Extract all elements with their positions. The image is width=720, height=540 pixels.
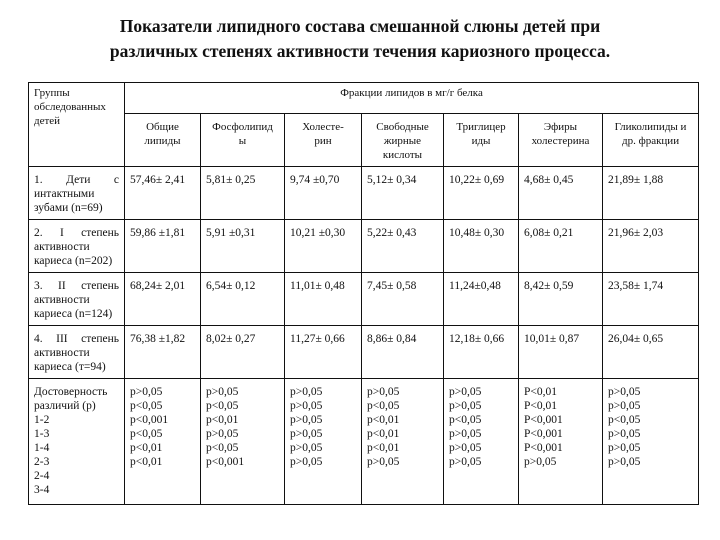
value-cell: 8,42± 0,59 (519, 273, 603, 326)
slide-title (0, 14, 720, 64)
table-row (29, 167, 699, 220)
column-header: Триглицер иды (444, 114, 519, 167)
value-cell: 5,22± 0,43 (362, 220, 444, 273)
group-cell: 1. Дети с интактными зубами (n=69) (29, 167, 125, 220)
column-header: Холесте- рин (285, 114, 362, 167)
table-row (29, 273, 699, 326)
value-cell: 12,18± 0,66 (444, 326, 519, 379)
title-line-1: Показатели липидного состава смешанной слюны детей при (119, 16, 601, 36)
value-cell: 59,86 ±1,81 (125, 220, 201, 273)
column-header: Гликолипиды и др. фракции (603, 114, 699, 167)
value-cell: 7,45± 0,58 (362, 273, 444, 326)
header-row (29, 83, 699, 114)
value-cell: 68,24± 2,01 (125, 273, 201, 326)
value-cell: 11,01± 0,48 (285, 273, 362, 326)
value-cell: 5,12± 0,34 (362, 167, 444, 220)
value-cell: 57,46± 2,41 (125, 167, 201, 220)
column-header: Свободные жирные кислоты (362, 114, 444, 167)
value-cell: 21,96± 2,03 (603, 220, 699, 273)
value-cell: 4,68± 0,45 (519, 167, 603, 220)
value-cell: p>0,05 p<0,05 p<0,001 p<0,05 p<0,01 p<0,01 (125, 379, 201, 505)
column-header: Эфиры холестерина (519, 114, 603, 167)
value-cell: 21,89± 1,88 (603, 167, 699, 220)
fractions-header: Фракции липидов в мг/г белка (125, 83, 699, 114)
value-cell: 8,02± 0,27 (201, 326, 285, 379)
group-cell: 3. II степень активности кариеса (n=124) (29, 273, 125, 326)
value-cell: p>0,05 p<0,05 p<0,01 p<0,01 p<0,01 p>0,05 (362, 379, 444, 505)
column-header-row (29, 114, 699, 167)
value-cell: 5,91 ±0,31 (201, 220, 285, 273)
group-cell: 4. III степень активности кариеса (т=94) (29, 326, 125, 379)
column-header: Общие липиды (125, 114, 201, 167)
table-row (29, 220, 699, 273)
value-cell: 10,48± 0,30 (444, 220, 519, 273)
title-line-2: различных степенях активности течения кариозного процесса. (109, 41, 611, 61)
value-cell: p>0,05 p<0,05 p<0,01 p>0,05 p<0,05 p<0,001 (201, 379, 285, 505)
value-cell: p>0,05 p>0,05 p>0,05 p>0,05 p>0,05 p>0,05 (285, 379, 362, 505)
value-cell: 6,08± 0,21 (519, 220, 603, 273)
value-cell: 5,81± 0,25 (201, 167, 285, 220)
value-cell: 23,58± 1,74 (603, 273, 699, 326)
value-cell: 8,86± 0,84 (362, 326, 444, 379)
value-cell: 6,54± 0,12 (201, 273, 285, 326)
value-cell: 76,38 ±1,82 (125, 326, 201, 379)
value-cell: p>0,05 p>0,05 p<0,05 p>0,05 p>0,05 p>0,05 (603, 379, 699, 505)
group-header: Группы обследованных детей (29, 83, 125, 167)
significance-row (29, 379, 699, 505)
value-cell: P<0,01 P<0,01 P<0,001 P<0,001 P<0,001 p>0,05 (519, 379, 603, 505)
group-cell: 2. I степень активности кариеса (n=202) (29, 220, 125, 273)
column-header: Фосфолипид ы (201, 114, 285, 167)
value-cell: 10,22± 0,69 (444, 167, 519, 220)
value-cell: 11,24±0,48 (444, 273, 519, 326)
lipid-table (28, 82, 699, 505)
value-cell: 11,27± 0,66 (285, 326, 362, 379)
value-cell: 10,01± 0,87 (519, 326, 603, 379)
value-cell: 26,04± 0,65 (603, 326, 699, 379)
group-cell: Достоверность различий (р) 1-2 1-3 1-4 2-3 2-4 3-4 (29, 379, 125, 505)
value-cell: p>0,05 p>0,05 p<0,05 p>0,05 p>0,05 p>0,05 (444, 379, 519, 505)
value-cell: 9,74 ±0,70 (285, 167, 362, 220)
value-cell: 10,21 ±0,30 (285, 220, 362, 273)
table-row (29, 326, 699, 379)
